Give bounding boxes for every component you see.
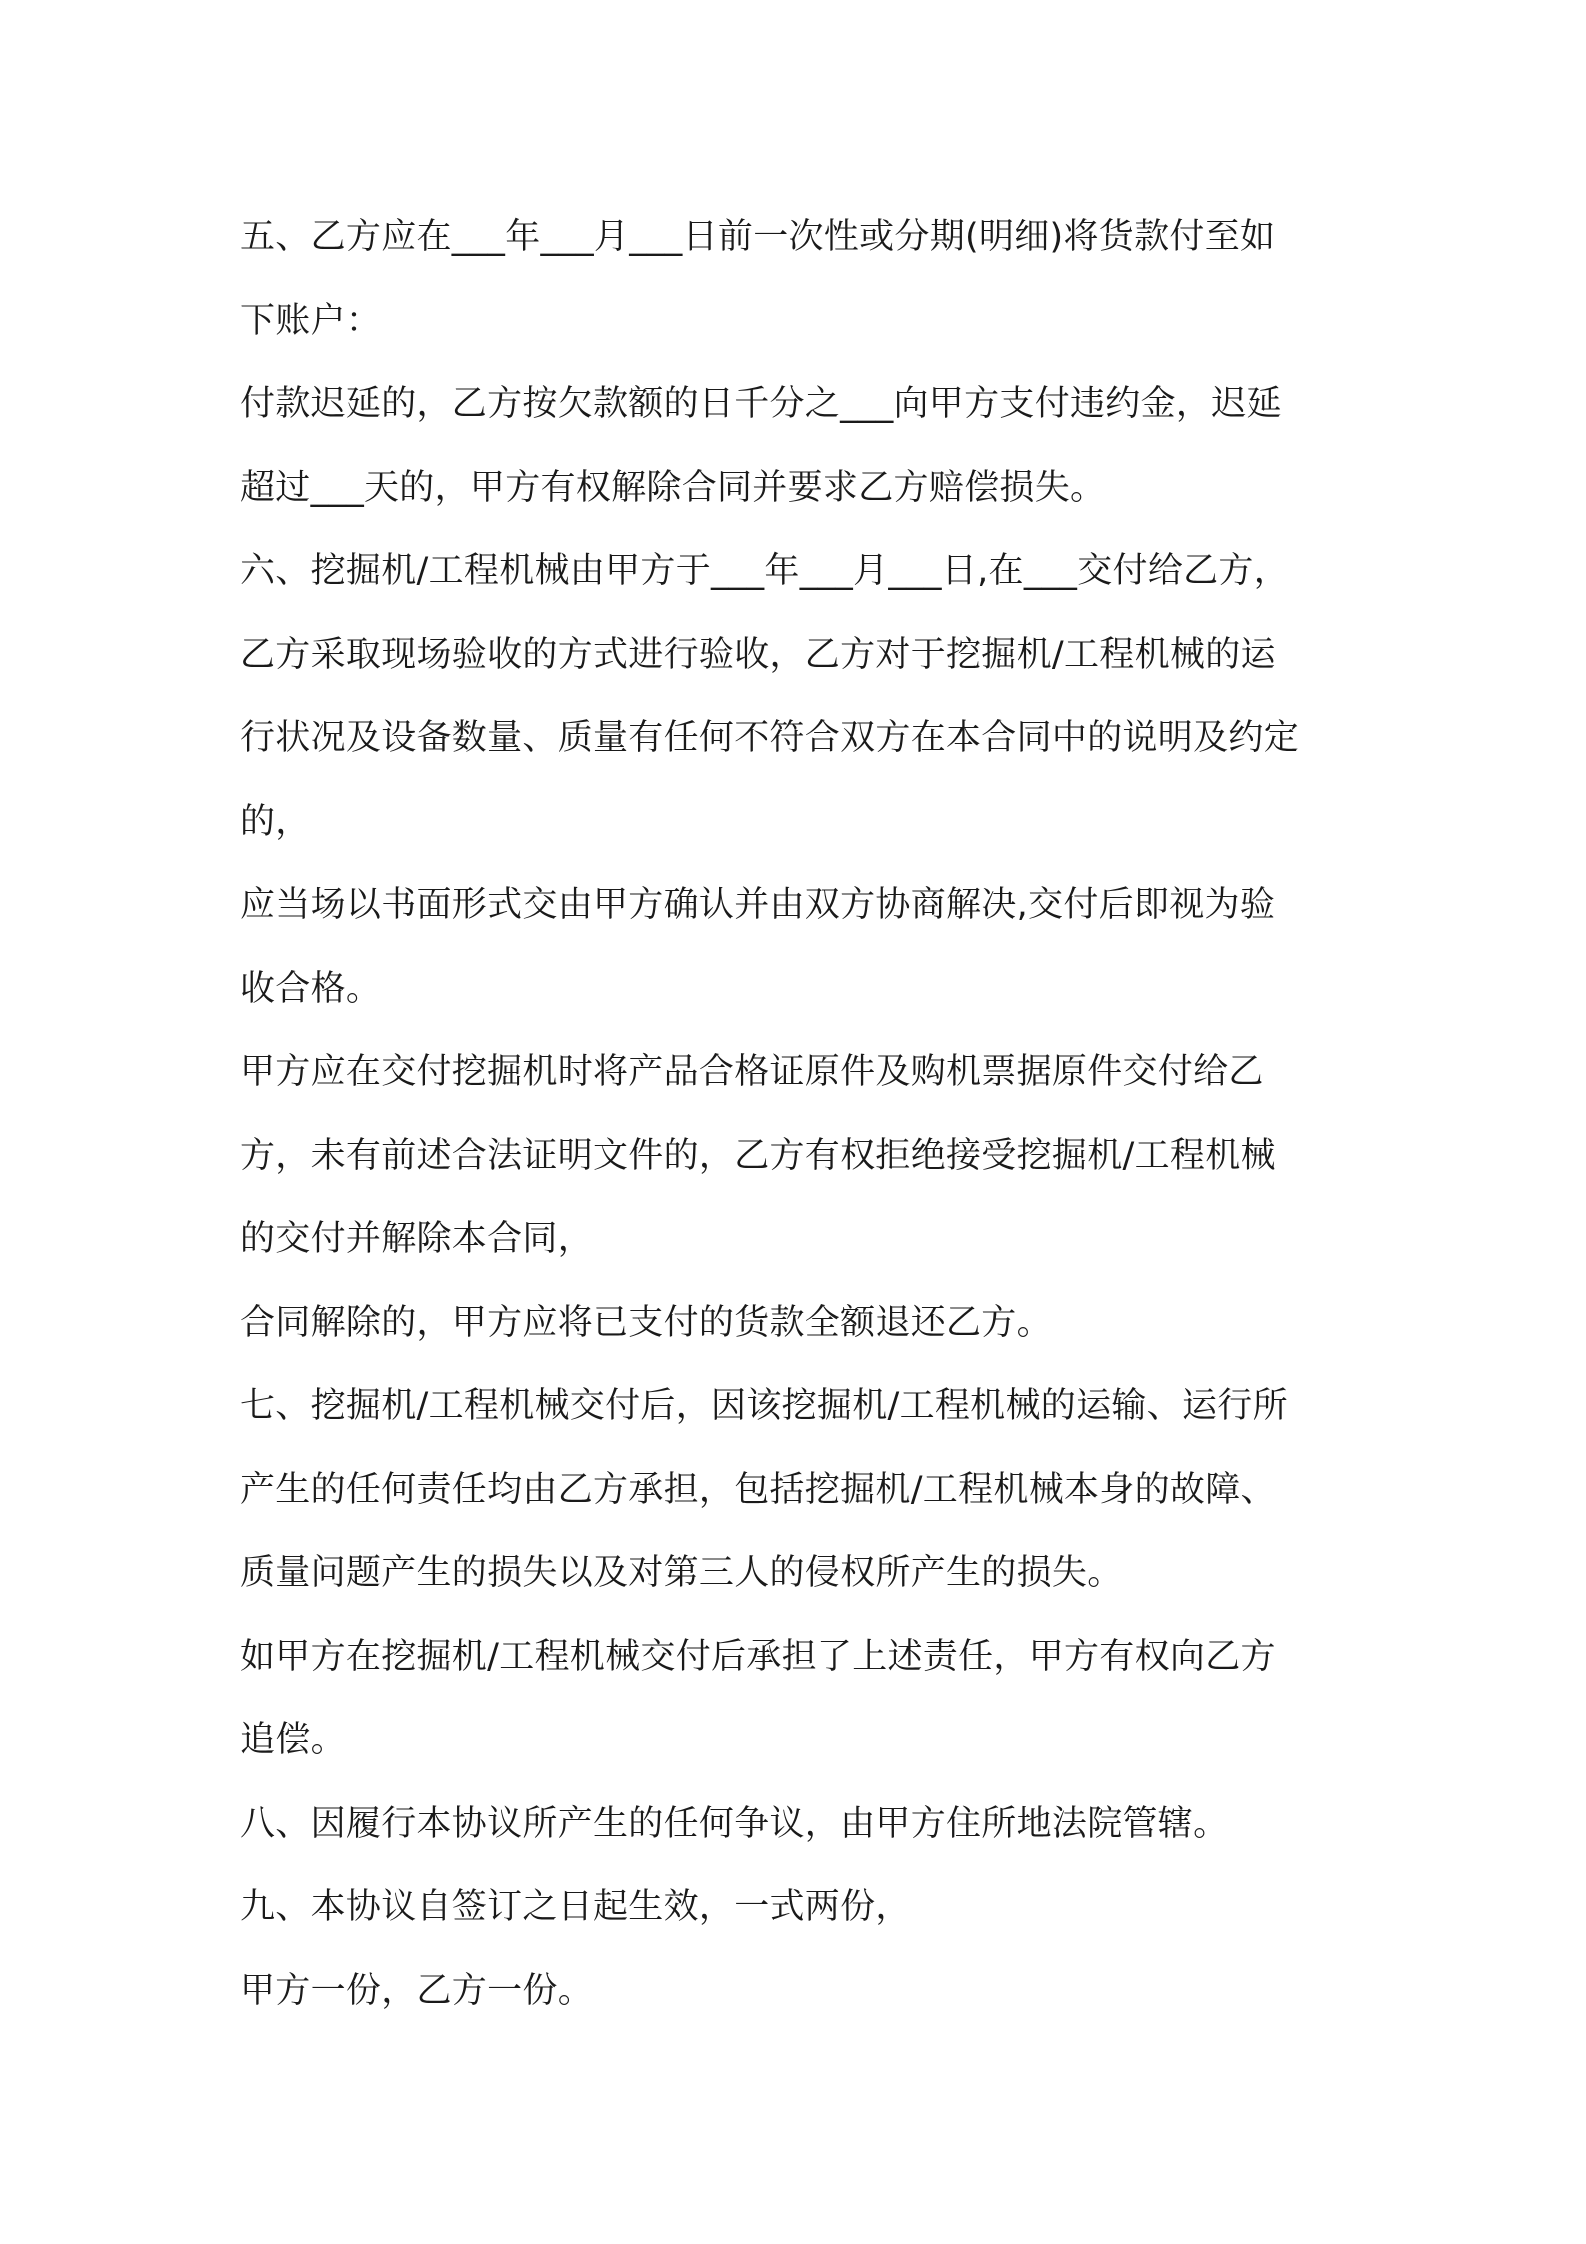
text-line-2: 下账户： xyxy=(240,300,382,341)
text-line-12: 方，未有前述合法证明文件的，乙方有权拒绝接受挖掘机/工程机械 xyxy=(240,1135,1276,1176)
text-line-8: 的， xyxy=(240,801,311,842)
text-line-9: 应当场以书面形式交由甲方确认并由双方协商解决,交付后即视为验 xyxy=(240,885,1276,925)
text-line-4: 超过___天的，甲方有权解除合同并要求乙方赔偿损失。 xyxy=(240,467,1106,508)
text-line-20: 八、因履行本协议所产生的任何争议，由甲方住所地法院管辖。 xyxy=(240,1803,1229,1844)
text-line-10: 收合格。 xyxy=(240,968,382,1009)
text-line-5: 六、挖掘机/工程机械由甲方于___年___月___日,在___交付给乙方， xyxy=(240,551,1290,591)
text-line-15: 七、挖掘机/工程机械交付后，因该挖掘机/工程机械的运输、运行所 xyxy=(240,1386,1288,1426)
text-line-3: 付款迟延的，乙方按欠款额的日千分之___向甲方支付违约金，迟延 xyxy=(240,384,1282,424)
text-line-11: 甲方应在交付挖掘机时将产品合格证原件及购机票据原件交付给乙 xyxy=(240,1052,1264,1092)
text-line-18: 如甲方在挖掘机/工程机械交付后承担了上述责任，甲方有权向乙方 xyxy=(240,1636,1276,1677)
text-line-21: 九、本协议自签订之日起生效，一式两份， xyxy=(240,1887,911,1927)
text-line-19: 追偿。 xyxy=(240,1720,346,1760)
text-line-7: 行状况及设备数量、质量有任何不符合双方在本合同中的说明及约定 xyxy=(240,718,1300,758)
text-line-16: 产生的任何责任均由乙方承担，包括挖掘机/工程机械本身的故障、 xyxy=(240,1469,1276,1510)
text-line-17: 质量问题产生的损失以及对第三人的侵权所产生的损失。 xyxy=(240,1553,1123,1593)
text-line-14: 合同解除的，甲方应将已支付的货款全额退还乙方。 xyxy=(240,1302,1052,1343)
text-line-22: 甲方一份，乙方一份。 xyxy=(240,1970,594,2011)
text-line-1: 五、乙方应在___年___月___日前一次性或分期(明细)将货款付至如 xyxy=(240,217,1276,257)
text-line-13: 的交付并解除本合同， xyxy=(240,1219,594,1259)
text-line-6: 乙方采取现场验收的方式进行验收，乙方对于挖掘机/工程机械的运 xyxy=(240,634,1276,675)
contract-text xyxy=(240,196,1360,2033)
